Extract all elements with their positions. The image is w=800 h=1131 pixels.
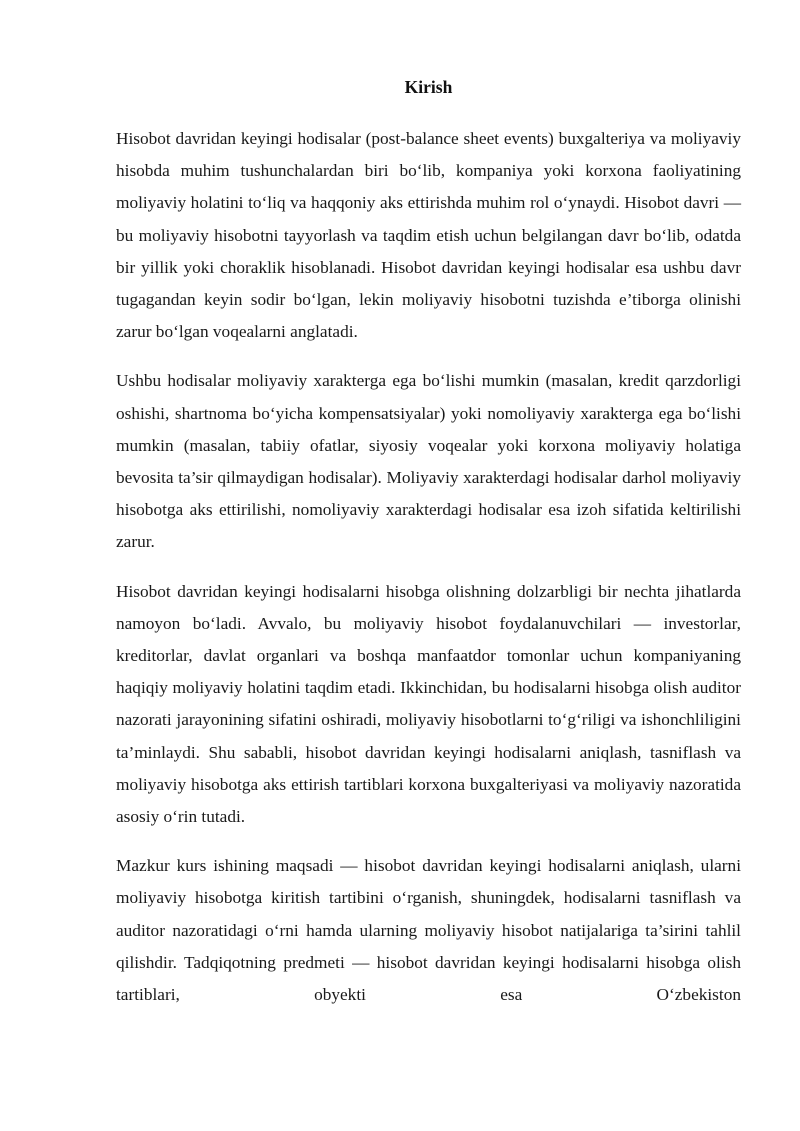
- paragraph-2: Ushbu hodisalar moliyaviy xarakterga ega bo‘lishi mumkin (masalan, kredit qarzdorligi oshishi, shartnoma bo‘yicha kompensatsiyalar) yoki nomoliyaviy xarakterga ega bo‘lishi mumkin (masalan, tabiiy ofatlar, siyosiy voqealar yoki korxona moliyaviy holatiga bevosita ta’sir qilmaydigan hodisalar). Moliyaviy xarakterdagi hodisalar darhol moliyaviy hisobotga aks ettirilishi, nomoliyaviy xarakterdagi hodisalar esa izoh sifatida keltirilishi zarur.: [116, 371, 741, 552]
- paragraph-1: Hisobot davridan keyingi hodisalar (post-balance sheet events) buxgalteriya va moliyaviy hisobda muhim tushunchalardan biri bo‘lib, kompaniya yoki korxona faoliyatining moliyaviy holatini to‘liq va haqqoniy aks ettirishda muhim rol o‘ynaydi. Hisobot davri — bu moliyaviy hisobotni tayyorlash va taqdim etish uchun belgilangan davr bo‘lib, odatda bir yillik yoki choraklik hisoblanadi. Hisobot davridan keyingi hodisalar esa ushbu davr tugagandan keyin sodir bo‘lgan, lekin moliyaviy hisobotni tuzishda e’tiborga olinishi zarur bo‘lgan voqealarni anglatadi.: [116, 129, 741, 342]
- paragraph-4: Mazkur kurs ishining maqsadi — hisobot davridan keyingi hodisalarni aniqlash, ularni moliyaviy hisobotga kiritish tartibini o‘rganish, shuningdek, hodisalarni tasniflash va auditor nazoratidagi o‘rni hamda ularning moliyaviy hisobot natijalariga ta’sirini tahlil qilishdir. Tadqiqotning predmeti — hisobot davridan keyingi hodisalarni hisobga olish tartiblari, obyekti esa O‘zbekiston: [116, 856, 741, 1005]
- paragraph-3: Hisobot davridan keyingi hodisalarni hisobga olishning dolzarbligi bir nechta jihatlarda namoyon bo‘ladi. Avvalo, bu moliyaviy hisobot foydalanuvchilari — investorlar, kreditorlar, davlat organlari va boshqa manfaatdor tomonlar uchun kompaniyaning haqiqiy moliyaviy holatini taqdim etadi. Ikkinchidan, bu hodisalarni hisobga olish auditor nazorati jarayonining sifatini oshiradi, moliyaviy hisobotlarni to‘g‘riligi va ishonchliligini ta’minlaydi. Shu sababli, hisobot davridan keyingi hodisalarni aniqlash, tasniflash va moliyaviy hisobotga aks ettirish tartiblari korxona buxgalteriyasi va moliyaviy nazoratida asosiy o‘rin tutadi.: [116, 581, 741, 827]
- page-title: Kirish: [404, 77, 453, 97]
- document-body: [116, 123, 741, 1011]
